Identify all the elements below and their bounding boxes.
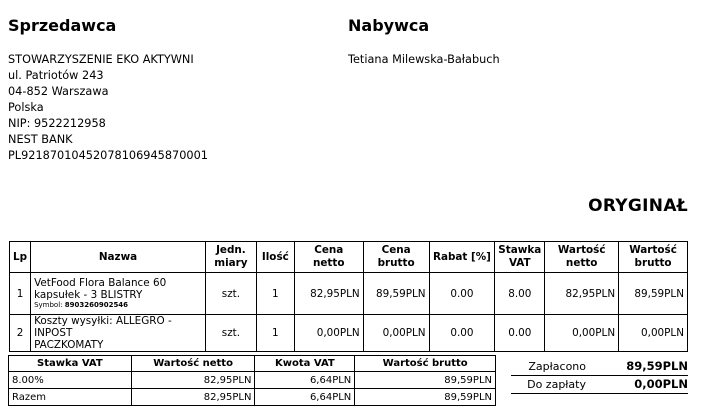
product-symbol: Symbol: 8903260902546 <box>34 301 129 309</box>
seller-address <box>8 52 208 164</box>
items-header-row <box>10 242 688 273</box>
row-discount: 0.00 <box>429 273 495 315</box>
row-qty: 1 <box>256 315 294 352</box>
seller-country: Polska <box>8 101 44 114</box>
row-net-value: 82,95PLN <box>545 273 619 315</box>
due-row <box>511 376 688 394</box>
due-value: 0,00PLN <box>634 377 688 391</box>
buyer-name: Tetiana Milewska-Bałabuch <box>348 53 500 66</box>
vat-row-rate: 8.00% <box>9 372 132 389</box>
col-header-qty: Ilość <box>256 242 294 273</box>
col-header-gross-price: Cena brutto <box>363 242 429 273</box>
vat-row-rate: Razem <box>9 389 132 406</box>
row-name: VetFood Flora Balance 60 kapsułek - 3 BLISTRY Symbol: 8903260902546 <box>31 273 206 315</box>
vat-summary-table <box>8 355 496 406</box>
row-net-price: 82,95PLN <box>294 273 363 315</box>
vat-row-net: 82,95PLN <box>131 389 255 406</box>
vat-row-gross: 89,59PLN <box>355 372 496 389</box>
row-gross-value: 89,59PLN <box>619 273 688 315</box>
row-gross-value: 0,00PLN <box>619 315 688 352</box>
row-unit: szt. <box>205 315 256 352</box>
col-header-discount: Rabat [%] <box>429 242 495 273</box>
table-row <box>9 389 496 406</box>
seller-street: ul. Patriotów 243 <box>8 69 104 82</box>
row-lp: 1 <box>10 273 31 315</box>
table-row <box>10 273 688 315</box>
col-header-unit: Jedn. miary <box>205 242 256 273</box>
col-header-name: Nazwa <box>31 242 206 273</box>
summary-divider <box>511 393 688 394</box>
row-net-price: 0,00PLN <box>294 315 363 352</box>
vat-row-vat: 6,64PLN <box>255 372 355 389</box>
vat-col-header-vat: Kwota VAT <box>255 356 355 372</box>
seller-heading: Sprzedawca <box>8 16 117 35</box>
table-row <box>9 372 496 389</box>
col-header-gross-value: Wartość brutto <box>619 242 688 273</box>
row-vat-rate: 0.00 <box>495 315 545 352</box>
vat-header-row <box>9 356 496 372</box>
col-header-lp: Lp <box>10 242 31 273</box>
paid-label: Zapłacono <box>528 360 586 373</box>
vat-col-header-net: Wartość netto <box>131 356 255 372</box>
seller-account: PL92187010452078106945870001 <box>8 149 208 162</box>
row-gross-price: 89,59PLN <box>363 273 429 315</box>
table-row <box>10 315 688 352</box>
col-header-net-value: Wartość netto <box>545 242 619 273</box>
seller-name: STOWARZYSZENIE EKO AKTYWNI <box>8 53 194 66</box>
buyer-heading: Nabywca <box>348 16 430 35</box>
vat-row-vat: 6,64PLN <box>255 389 355 406</box>
row-lp: 2 <box>10 315 31 352</box>
row-name: Koszty wysyłki: ALLEGRO - INPOST PACZKOMATY <box>31 315 206 352</box>
due-label: Do zapłaty <box>527 378 586 391</box>
row-qty: 1 <box>256 273 294 315</box>
col-header-net-price: Cena netto <box>294 242 363 273</box>
vat-row-net: 82,95PLN <box>131 372 255 389</box>
paid-row <box>511 358 688 376</box>
paid-value: 89,59PLN <box>626 359 688 373</box>
row-vat-rate: 8.00 <box>495 273 545 315</box>
vat-col-header-gross: Wartość brutto <box>355 356 496 372</box>
items-table <box>9 241 688 352</box>
seller-bank: NEST BANK <box>8 133 73 146</box>
vat-row-gross: 89,59PLN <box>355 389 496 406</box>
copy-label: ORYGINAŁ <box>588 196 688 216</box>
row-unit: szt. <box>205 273 256 315</box>
row-net-value: 0,00PLN <box>545 315 619 352</box>
row-gross-price: 0,00PLN <box>363 315 429 352</box>
seller-city: 04-852 Warszawa <box>8 85 109 98</box>
row-discount: 0.00 <box>429 315 495 352</box>
seller-nip: NIP: 9522212958 <box>8 117 106 130</box>
vat-col-header-rate: Stawka VAT <box>9 356 132 372</box>
col-header-vat-rate: Stawka VAT <box>495 242 545 273</box>
